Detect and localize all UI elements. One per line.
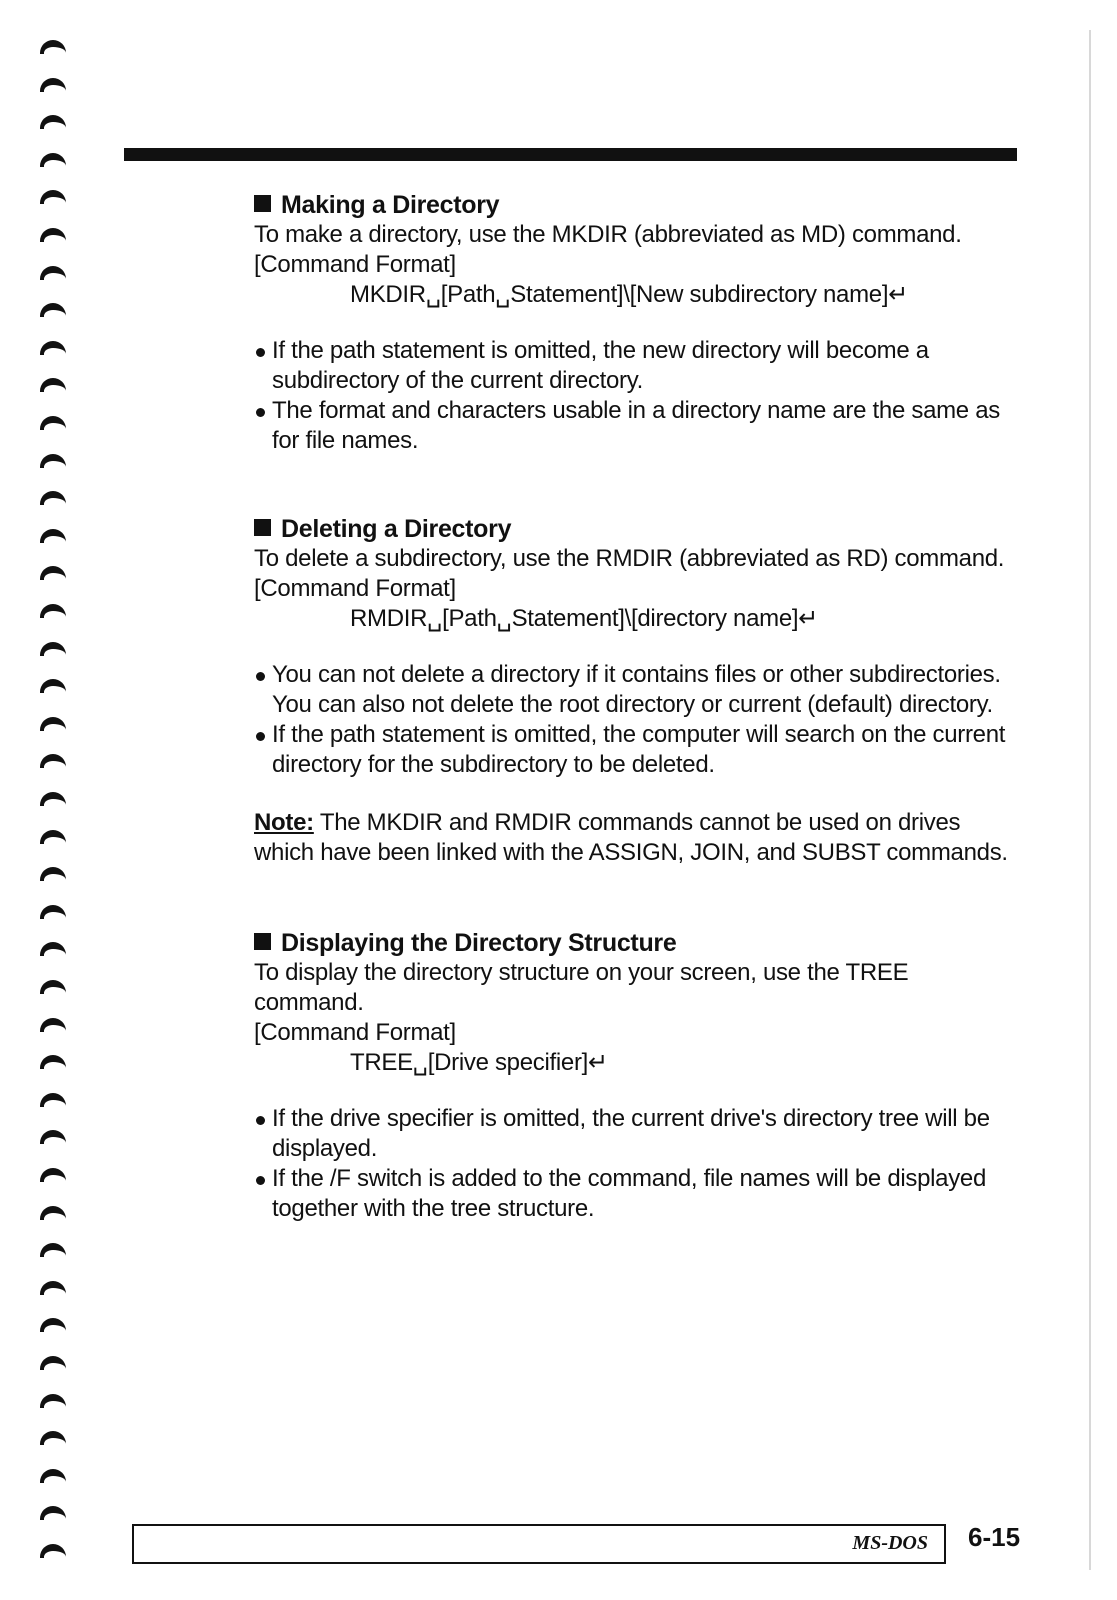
- binding-ring: [40, 416, 66, 430]
- binding-ring: [40, 1318, 66, 1332]
- page-number: 6-15: [968, 1522, 1021, 1552]
- binding-ring: [40, 754, 66, 768]
- binding-ring: [40, 491, 66, 505]
- binding-ring: [40, 604, 66, 618]
- binding-ring: [40, 529, 66, 543]
- binding-ring: [40, 942, 66, 956]
- bullet-list: [254, 1104, 1014, 1224]
- binding-ring: [40, 1544, 66, 1558]
- binding-ring: [40, 1506, 66, 1520]
- binding-ring: [40, 266, 66, 280]
- list-item: If the /F switch is added to the command, file names will be displayed together with the tree structure.: [254, 1164, 1014, 1224]
- section-directory-structure: [254, 928, 1014, 1224]
- section-heading: Deleting a Directory: [254, 514, 1014, 544]
- header-rule: [124, 148, 1017, 161]
- page-edge: [1089, 30, 1091, 1570]
- list-item: If the path statement is omitted, the new directory will become a subdirectory of the current directory.: [254, 336, 1014, 396]
- binding-ring: [40, 1431, 66, 1445]
- spiral-binding: [40, 40, 80, 1600]
- binding-ring: [40, 303, 66, 317]
- list-item: If the path statement is omitted, the computer will search on the current directory for the subdirectory to be deleted.: [254, 720, 1014, 780]
- list-item: The format and characters usable in a directory name are the same as for file names.: [254, 396, 1014, 456]
- list-item: You can not delete a directory if it contains files or other subdirectories. You can also not delete the root directory or current (default) directory.: [254, 660, 1014, 720]
- section-deleting-directory: [254, 514, 1014, 780]
- bullet-list: [254, 336, 1014, 456]
- binding-ring: [40, 153, 66, 167]
- binding-ring: [40, 1206, 66, 1220]
- binding-ring: [40, 566, 66, 580]
- binding-ring: [40, 1394, 66, 1408]
- binding-ring: [40, 867, 66, 881]
- section-intro: To delete a subdirectory, use the RMDIR (abbreviated as RD) command.: [254, 545, 1005, 572]
- binding-ring: [40, 830, 66, 844]
- binding-ring: [40, 190, 66, 204]
- binding-ring: [40, 1356, 66, 1370]
- command-format-label: [Command Format]: [254, 1019, 456, 1046]
- command-syntax: RMDIR␣[Path␣Statement]\[directory name]↵: [350, 605, 819, 632]
- list-item: If the drive specifier is omitted, the current drive's directory tree will be displayed.: [254, 1104, 1014, 1164]
- binding-ring: [40, 792, 66, 806]
- binding-ring: [40, 1469, 66, 1483]
- command-format-label: [Command Format]: [254, 575, 456, 602]
- command-format-label: [Command Format]: [254, 251, 456, 278]
- binding-ring: [40, 454, 66, 468]
- section-making-directory: [254, 190, 1014, 456]
- binding-ring: [40, 642, 66, 656]
- binding-ring: [40, 341, 66, 355]
- binding-ring: [40, 980, 66, 994]
- binding-ring: [40, 1243, 66, 1257]
- square-bullet-icon: [254, 933, 271, 950]
- section-heading: Displaying the Directory Structure: [254, 928, 1014, 958]
- note-label: Note:: [254, 809, 314, 836]
- note-block: [254, 808, 1014, 868]
- binding-ring: [40, 679, 66, 693]
- binding-ring: [40, 115, 66, 129]
- footer-box: [132, 1524, 946, 1564]
- command-syntax: TREE␣[Drive specifier]↵: [350, 1049, 608, 1076]
- binding-ring: [40, 1281, 66, 1295]
- page-content: [254, 190, 1014, 1224]
- binding-ring: [40, 40, 66, 54]
- binding-ring: [40, 1093, 66, 1107]
- binding-ring: [40, 228, 66, 242]
- section-heading: Making a Directory: [254, 190, 1014, 220]
- binding-ring: [40, 1130, 66, 1144]
- binding-ring: [40, 378, 66, 392]
- square-bullet-icon: [254, 519, 271, 536]
- footer-brand: MS-DOS: [852, 1532, 928, 1554]
- command-syntax: MKDIR␣[Path␣Statement]\[New subdirectory name]↵: [350, 281, 909, 308]
- binding-ring: [40, 1018, 66, 1032]
- binding-ring: [40, 717, 66, 731]
- bullet-list: [254, 660, 1014, 780]
- section-intro: To make a directory, use the MKDIR (abbreviated as MD) command.: [254, 221, 962, 248]
- note-text: The MKDIR and RMDIR commands cannot be used on drives which have been linked with the ASSIGN, JOIN, and SUBST commands.: [254, 809, 1008, 866]
- binding-ring: [40, 1168, 66, 1182]
- square-bullet-icon: [254, 195, 271, 212]
- binding-ring: [40, 905, 66, 919]
- section-intro: To display the directory structure on your screen, use the TREE command.: [254, 959, 909, 1016]
- binding-ring: [40, 78, 66, 92]
- binding-ring: [40, 1055, 66, 1069]
